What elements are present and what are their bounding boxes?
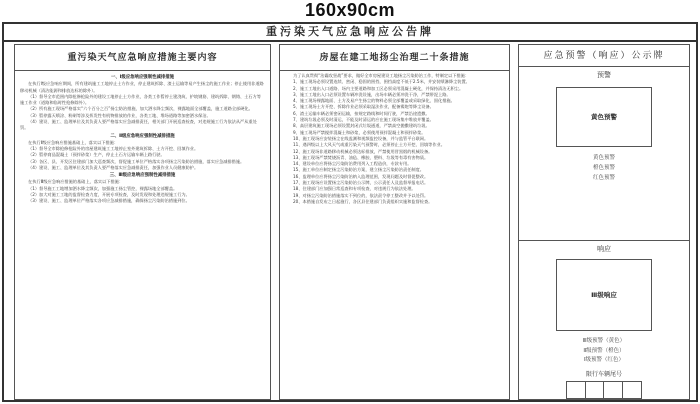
paragraph: 19、对扬尘污染防治措施落实不到位的，依法责令停工整改并予以处罚。	[293, 192, 429, 198]
plate-cell	[623, 382, 642, 398]
paragraph: 9、施工现场严禁搅拌混凝土和砂浆，必须使用预拌混凝土和预拌砂浆。	[293, 129, 426, 135]
paragraph: 16、监理单位应将扬尘污染防治纳入监理范围，发现问题及时督促整改。	[293, 173, 429, 179]
paragraph: （3）暂停露天喷涂、粉刷等涉及挥发性有机物排放的作业，各类工地、堆场道路等加密洒水保洁。	[28, 112, 211, 118]
response-options	[519, 337, 689, 366]
right-panel	[518, 44, 690, 400]
warning-value: 黄色预警	[591, 113, 617, 121]
paragraph: 17、施工现场应设置扬尘污染防治公示牌，公示责任人及监督举报电话。	[293, 180, 429, 186]
left-panel-text	[15, 71, 270, 207]
paragraph: （4）建设、施工、监理单位及其负责人要严格落实应急减排责任，加强作业人员健康防护。	[28, 164, 199, 170]
paragraph: 12、施工现场非道路移动机械必须达标排放，严禁使用冒黑烟的机械设备。	[293, 148, 433, 154]
response-sign-box	[556, 259, 652, 331]
paragraph: 14、建设单位应将扬尘污染防治费用列入工程造价，专款专用。	[293, 161, 412, 167]
right-panel-title: 应急预警（响应）公示牌	[519, 45, 689, 67]
warning-option: 红色预警	[592, 175, 615, 181]
paragraph: （1）督导施工工地增加洒水降尘频次，加强施工扬尘管控，裸露场地全部覆盖。	[28, 185, 178, 191]
paragraph: 10、施工现场应安装扬尘在线监测和视频监控设备，并与监管平台联网。	[293, 135, 429, 141]
paragraph: 6、渣土运输车辆必须密闭运输，按规定路线和时间行驶，严禁沿途遗撒。	[293, 110, 430, 116]
left-panel	[14, 44, 271, 400]
middle-panel-text	[280, 71, 509, 207]
paragraph: 为了认真贯彻“治霾攻坚战”要求，做好全市房屋建设工地扬尘污染防治工作，特制定以下措施：	[293, 73, 470, 78]
warning-option: 黄色预警	[592, 155, 615, 161]
warning-option: 橙色预警	[592, 165, 615, 171]
response-option: Ⅰ级预警（红色）	[583, 357, 625, 363]
warning-sign-box	[556, 87, 652, 147]
response-section	[519, 241, 689, 399]
plate-cell	[567, 382, 586, 398]
plate-cell	[586, 382, 605, 398]
paragraph: 13、施工现场严禁焚烧沥青、油毡、橡胶、塑料、垃圾等有毒有害物质。	[293, 154, 429, 160]
paragraph: 1、施工现场必须设置连续、密闭、稳固的围挡，围挡高度不低于2.5米，并安装喷淋降尘装置。	[293, 79, 470, 85]
paragraph: （1）督导全市除抢修抢险外的房屋建筑施工工地停止室外建筑拆除、土方开挖、回填作业。	[28, 146, 199, 152]
paragraph: 20、本措施自发布之日起施行，各区县住建部门负责组织实施和监督检查。	[293, 198, 433, 204]
response-header: 响应	[597, 245, 611, 253]
warning-section	[519, 67, 689, 241]
warning-options	[519, 153, 689, 183]
paragraph: 7、建筑垃圾必须及时清运，不能及时清运的应在施工现场集中堆放并覆盖。	[293, 117, 434, 123]
paragraph: 4、施工现场裸露地面、土方及易产生扬尘的物料必须全部覆盖或采取绿化、固化措施。	[293, 98, 455, 104]
paragraph: 18、住建部门应加强日常巡查和专项检查，对违规行为依法处理。	[293, 186, 416, 192]
response-option: Ⅲ级预警（黄色）	[582, 338, 626, 344]
paragraph: 3、施工工地出入口必须设置车辆冲洗设施，出场车辆必须冲洗干净，严禁带泥上路。	[293, 91, 451, 97]
paragraph: （2）加大对施工工地的监督检查力度，开展专项检查，及时发现和处理违规施工行为。	[28, 192, 190, 198]
plate-restriction-label: 限行车辆尾号	[585, 370, 622, 378]
paragraph: （3）建设、施工、监理单位严格落实各项应急减排措施，确保扬尘污染防治措施到位。	[28, 198, 190, 204]
plate-restriction-grid	[566, 381, 642, 399]
paragraph: （3）各区、县、开发区住建部门加大巡查频次，督促施工单位严格落实各项扬尘污染防治措施，落实应急减排措施。	[28, 158, 245, 164]
paragraph: 5、施工现场土方开挖、拆除作业必须采取湿法作业，配备雾炮等降尘设备。	[293, 104, 434, 110]
paragraph: （2）所有施工现场严格落实“六个百分之百”扬尘防治措施，加大洒水降尘频次，裸露地面全部覆盖，施工道路全部硬化。	[28, 106, 253, 112]
response-option: Ⅱ级预警（橙色）	[583, 347, 625, 354]
left-panel-title: 重污染天气应急响应措施主要内容	[15, 45, 270, 71]
middle-panel-title: 房屋在建工地扬尘治理二十条措施	[280, 45, 509, 71]
middle-panel	[279, 44, 510, 400]
section-heading: 三、Ⅲ级应急响应强制性减排措施	[109, 173, 176, 179]
paragraph: 在执行Ⅰ级应急响应期间，所有建筑施工工地停止土方作业，停止建筑拆除、渣土运输等易产生扬尘的施工作业；停止使用非道路移动机械（清洁能源和排放达标的除外）。	[20, 81, 264, 93]
paragraph: 2、施工工地出入口道路、场内主要道路和加工区必须采用混凝土硬化，并保持清洁无积尘。	[293, 85, 464, 91]
dimension-label: 160x90cm	[304, 0, 396, 20]
paragraph: 11、遇四级以上大风天气或重污染天气预警时，必须停止土方开挖、回填等作业。	[293, 142, 445, 148]
response-value: Ⅲ级响应	[591, 291, 617, 299]
notice-board	[2, 22, 698, 402]
paragraph: 在执行Ⅱ级应急响应措施基础上，落实以下措施：	[28, 139, 119, 145]
paragraph: 15、施工单位应制定扬尘污染防治方案，建立扬尘污染防治责任制度。	[293, 167, 424, 173]
paragraph: （4）建设、施工、监理单位及其负责人要严格落实应急减排责任，相关部门开展巡查检查，对违规施工行为依法从严从重处罚。	[20, 118, 257, 131]
paragraph: 8、高层建筑施工现场必须设置封闭式垃圾通道，严禁高空抛撒建筑垃圾。	[293, 123, 430, 129]
board-title: 重污染天气应急响应公告牌	[4, 24, 696, 42]
paragraph: （1）督导全市范围内除抢修抢险外的建设工地停止土方作业，各类工作暂停土建浇筑、护坡钢筋、建筑拆除、钢铸、土石方等施工作业（道路和临时性抢修除外）。	[20, 93, 261, 106]
warning-header: 预警	[597, 71, 611, 79]
plate-cell	[604, 382, 623, 398]
paragraph: 在执行Ⅲ级应急响应措施的基础上，落实以下措施：	[28, 179, 124, 185]
section-heading: 一、Ⅰ级应急响应强制性减排措施	[110, 75, 175, 80]
section-heading: 二、Ⅱ级应急响应强制性减排措施	[110, 133, 175, 139]
paragraph: （2）暂停商品混凝土（预拌砂浆）生产，停止土石方运输车辆上路行驶。	[28, 152, 165, 158]
